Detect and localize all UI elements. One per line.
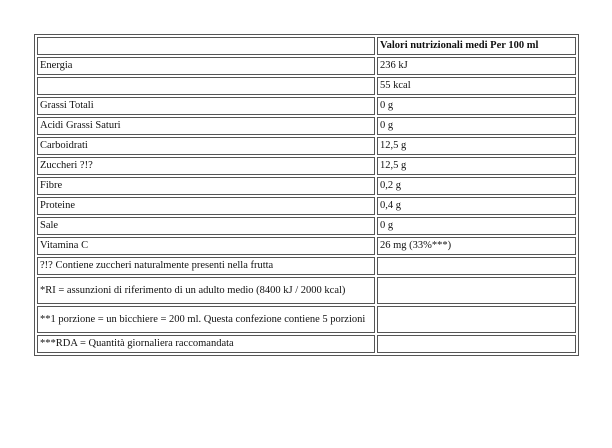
table-row	[37, 77, 576, 95]
nutrient-value: 55 kcal	[377, 77, 576, 95]
footnote-text: *RI = assunzioni di riferimento di un adulto medio (8400 kJ / 2000 kcal)	[37, 277, 375, 304]
nutrient-value: 26 mg (33%***)	[377, 237, 576, 255]
nutrient-name: Energia	[37, 57, 375, 75]
nutrient-value: 0,4 g	[377, 197, 576, 215]
nutrient-value: 236 kJ	[377, 57, 576, 75]
table-row	[37, 157, 576, 175]
nutrient-name: Vitamina C	[37, 237, 375, 255]
nutrient-name: Fibre	[37, 177, 375, 195]
footnote-empty-cell	[377, 257, 576, 275]
table-row	[37, 237, 576, 255]
nutrient-name	[37, 77, 375, 95]
nutrient-name: Grassi Totali	[37, 97, 375, 115]
table-row	[37, 97, 576, 115]
footnote-row	[37, 306, 576, 333]
footnote-row	[37, 257, 576, 275]
nutrition-table	[34, 34, 579, 356]
nutrient-value: 0 g	[377, 217, 576, 235]
footnote-empty-cell	[377, 277, 576, 304]
nutrient-value: 0,2 g	[377, 177, 576, 195]
footnote-empty-cell	[377, 306, 576, 333]
nutrient-value: 12,5 g	[377, 157, 576, 175]
table-row	[37, 217, 576, 235]
table-row	[37, 117, 576, 135]
nutrient-name: Carboidrati	[37, 137, 375, 155]
table-header-row	[37, 37, 576, 55]
footnote-text: **1 porzione = un bicchiere = 200 ml. Questa confezione contiene 5 porzioni	[37, 306, 375, 333]
header-empty-cell	[37, 37, 375, 55]
nutrient-value: 12,5 g	[377, 137, 576, 155]
nutrient-value: 0 g	[377, 117, 576, 135]
header-title-cell: Valori nutrizionali medi Per 100 ml	[377, 37, 576, 55]
footnote-row	[37, 335, 576, 353]
nutrient-value: 0 g	[377, 97, 576, 115]
nutrient-name: Zuccheri ?!?	[37, 157, 375, 175]
nutrient-name: Acidi Grassi Saturi	[37, 117, 375, 135]
table-row	[37, 177, 576, 195]
footnote-empty-cell	[377, 335, 576, 353]
footnote-text: ?!? Contiene zuccheri naturalmente presenti nella frutta	[37, 257, 375, 275]
footnote-text: ***RDA = Quantità giornaliera raccomandata	[37, 335, 375, 353]
footnote-row	[37, 277, 576, 304]
table-row	[37, 137, 576, 155]
nutrient-name: Sale	[37, 217, 375, 235]
table-row	[37, 57, 576, 75]
nutrient-name: Proteine	[37, 197, 375, 215]
table-row	[37, 197, 576, 215]
